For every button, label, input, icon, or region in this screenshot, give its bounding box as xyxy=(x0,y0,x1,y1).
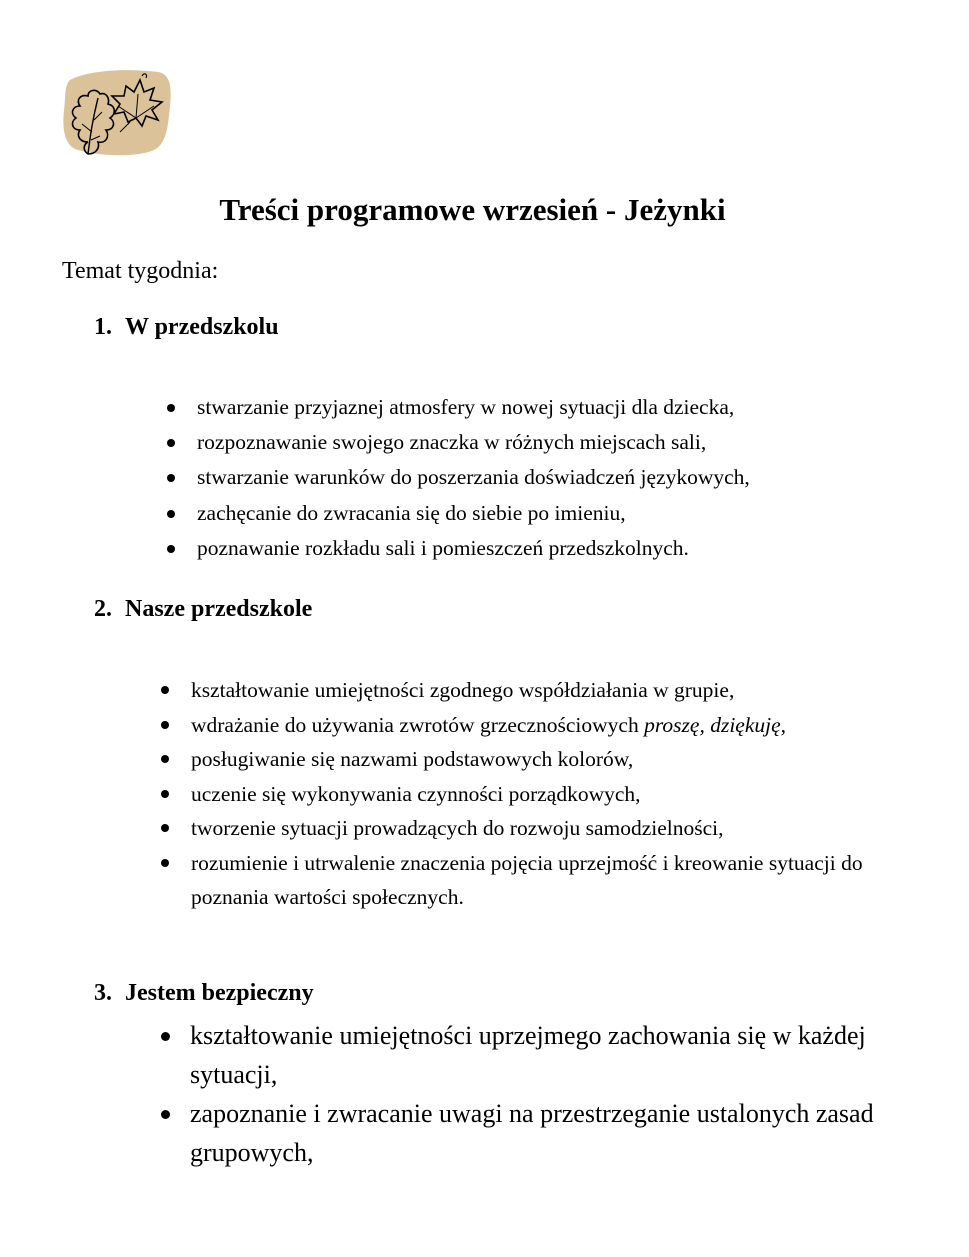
italic-phrase: proszę, dziękuję, xyxy=(644,712,787,737)
bullet-icon xyxy=(161,824,169,832)
section-heading-1 xyxy=(94,314,279,341)
section-number: 2. xyxy=(94,596,112,622)
bullet-icon xyxy=(161,790,169,798)
bullet-icon xyxy=(167,474,175,482)
section-2-list xyxy=(191,673,881,915)
section-title: Jestem bezpieczny xyxy=(125,980,314,1006)
intro-label: Temat tygodnia: xyxy=(62,258,219,284)
bullet-icon xyxy=(161,755,169,763)
list-item: posługiwanie się nazwami podstawowych kolorów, xyxy=(191,742,881,777)
bullet-icon xyxy=(161,686,169,694)
autumn-leaves-icon xyxy=(58,66,174,164)
bullet-icon xyxy=(167,404,175,412)
section-heading-3 xyxy=(94,980,314,1007)
list-item: uczenie się wykonywania czynności porządkowych, xyxy=(191,777,881,812)
list-item: tworzenie sytuacji prowadzących do rozwoju samodzielności, xyxy=(191,811,881,846)
list-item: kształtowanie umiejętności uprzejmego zachowania się w każdej sytuacji, xyxy=(190,1017,900,1094)
section-3-list xyxy=(190,1017,900,1173)
bullet-icon xyxy=(167,545,175,553)
bullet-icon xyxy=(167,510,175,518)
list-item: stwarzanie warunków do poszerzania doświadczeń językowych, xyxy=(197,460,917,495)
section-title: Nasze przedszkole xyxy=(125,596,313,622)
list-item: zapoznanie i zwracanie uwagi na przestrzeganie ustalonych zasad grupowych, xyxy=(190,1095,900,1172)
section-heading-2 xyxy=(94,596,312,623)
bullet-icon xyxy=(161,859,169,867)
section-1-list xyxy=(197,390,917,566)
bullet-icon xyxy=(167,439,175,447)
bullet-icon xyxy=(161,721,169,729)
list-item: zachęcanie do zwracania się do siebie po imieniu, xyxy=(197,496,917,531)
list-item: stwarzanie przyjaznej atmosfery w nowej sytuacji dla dziecka, xyxy=(197,390,917,425)
bullet-icon xyxy=(161,1032,170,1041)
bullet-icon xyxy=(161,1110,170,1119)
list-item: rozpoznawanie swojego znaczka w różnych miejscach sali, xyxy=(197,425,917,460)
list-item: poznawanie rozkładu sali i pomieszczeń przedszkolnych. xyxy=(197,531,917,566)
list-item: rozumienie i utrwalenie znaczenia pojęcia uprzejmość i kreowanie sytuacji do poznania wartości społecznych. xyxy=(191,846,881,915)
list-item: wdrażanie do używania zwrotów grzecznościowych proszę, dziękuję, xyxy=(191,708,881,743)
section-title: W przedszkolu xyxy=(125,314,279,340)
section-number: 3. xyxy=(94,980,112,1006)
section-number: 1. xyxy=(94,314,112,340)
document-title: Treści programowe wrzesień - Jeżynki xyxy=(219,192,726,227)
list-item: kształtowanie umiejętności zgodnego współdziałania w grupie, xyxy=(191,673,881,708)
